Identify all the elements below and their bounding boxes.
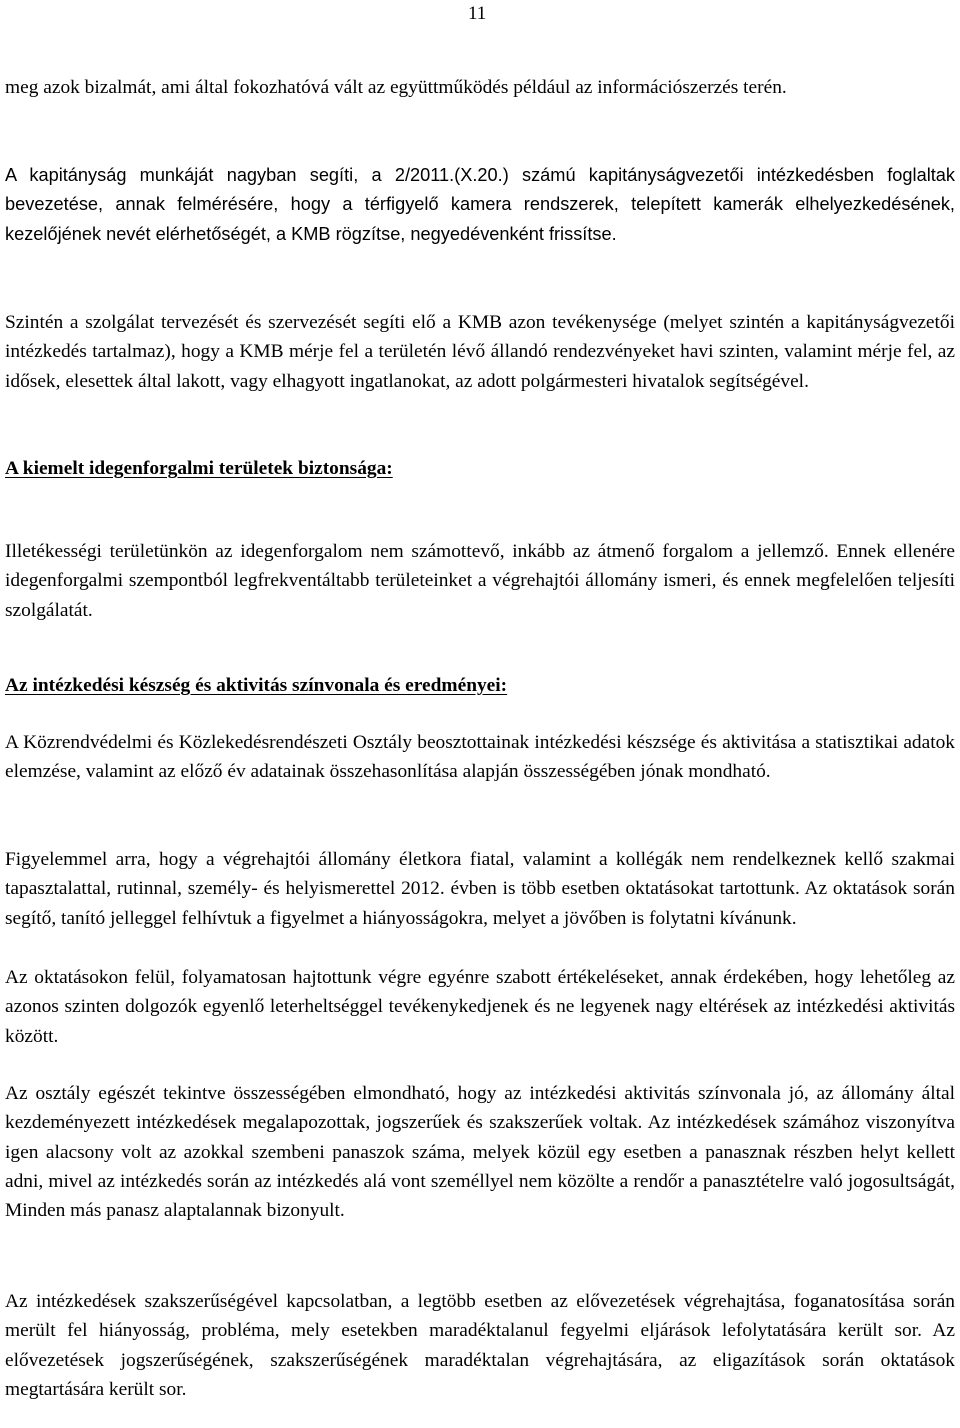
- section-heading-tourism: A kiemelt idegenforgalmi területek biztonsága:: [5, 458, 393, 479]
- paragraph-kmb-planning: Szintén a szolgálat tervezését és szervezését segíti elő a KMB azon tevékenysége (melyet szintén a kapitányságvezetői intézkedés tartalmaz), hogy a KMB mérje fel a területén lévő állandó rendezvényeket havi szinten, valamint mérje fel, az idősek, elesettek által lakott, vagy elhagyott ingatlanokat, az adott polgármesteri hivatalok segítségével.: [5, 312, 955, 392]
- paragraph-tourism: Illetékességi területünkön az idegenforgalom nem számottevő, inkább az átmenő forgalom a jellemző. Ennek ellenére idegenforgalmi szempontból legfrekventáltabb területeinket a végrehajtói állomány ismeri, és ennek megfelelően teljesíti szolgálatát.: [5, 541, 955, 621]
- paragraph-cooperation: meg azok bizalmát, ami által fokozhatóvá vált az együttműködés például az információszerzés terén.: [5, 77, 787, 98]
- paragraph-complaints: Az osztály egészét tekintve összességében elmondható, hogy az intézkedési aktivitás színvonala jó, az állomány által kezdeményezett intézkedések megalapozottak, jogszerűek és szakszerűek voltak. Az intézkedések számához viszonyítva igen alacsony volt az azokkal szembeni panaszok száma, melyek közül egy esetben a panasznak részben helyt kellett adni, mivel az intézkedés során az intézkedés alá vont személlyel nem közölte a rendőr a panasztételre való jogosultságát, Minden más panasz alaptalannak bizonyult.: [5, 1083, 955, 1222]
- paragraph-activity-summary: A Közrendvédelmi és Közlekedésrendészeti Osztály beosztottainak intézkedési készsége és aktivitása a statisztikai adatok elemzése, valamint az előző év adatainak összehasonlítása alapján összességében jónak mondható.: [5, 732, 955, 783]
- paragraph-evaluations: Az oktatásokon felül, folyamatosan hajtottunk végre egyénre szabott értékeléseket, annak érdekében, hogy lehetőleg az azonos szinten dolgozók egyenlő leterheltséggel tevékenykedjenek és ne legyenek nagy eltérések az intézkedési aktivitás között.: [5, 967, 955, 1047]
- paragraph-professionalism: Az intézkedések szakszerűségével kapcsolatban, a legtöbb esetben az elővezetések végrehajtása, foganatosítása során merült fel hiányosság, probléma, mely esetekben maradéktalanul fegyelmi eljárások lefolytatására került sor. Az elővezetések jogszerűségének, szakszerűségének maradéktalan végrehajtására, az eligazítások során oktatások megtartására került sor.: [5, 1291, 955, 1400]
- page-number: 11: [468, 3, 487, 24]
- section-heading-activity: Az intézkedési készség és aktivitás színvonala és eredményei:: [5, 675, 508, 696]
- paragraph-training: Figyelemmel arra, hogy a végrehajtói állomány életkora fiatal, valamint a kollégák nem rendelkeznek kellő szakmai tapasztalattal, rutinnal, személy- és helyismerettel 2012. évben is több esetben oktatásokat tartottunk. Az oktatások során segítő, tanító jelleggel felhívtuk a figyelmet a hiányosságokra, melyet a jövőben is folytatni kívánunk.: [5, 849, 955, 929]
- paragraph-camera-systems: A kapitányság munkáját nagyban segíti, a 2/2011.(X.20.) számú kapitányságvezetői intézkedésben foglaltak bevezetése, annak felmérésére, hogy a térfigyelő kamera rendszerek, telepített kamerák elhelyezkedésének, kezelőjének nevét elérhetőségét, a KMB rögzítse, negyedévenként frissítse.: [5, 165, 955, 244]
